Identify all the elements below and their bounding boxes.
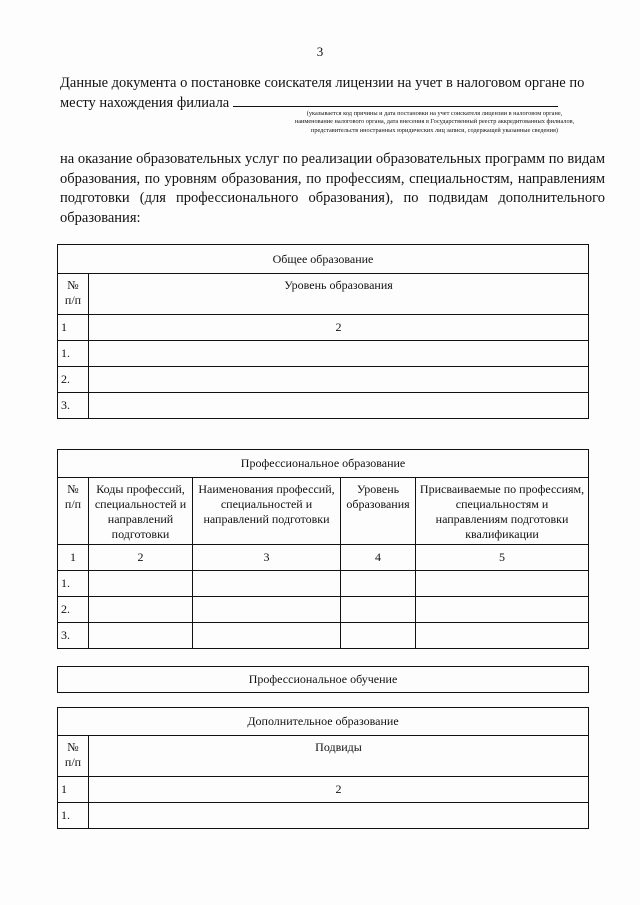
column-header-number: № п/п (58, 478, 89, 545)
level-cell (341, 623, 416, 649)
index-cell: 2 (89, 315, 589, 341)
codes-cell (89, 571, 193, 597)
column-header-names: Наименования профессий, специальностей и направлений подготовки (193, 478, 341, 545)
index-cell: 1 (58, 315, 89, 341)
level-cell (89, 367, 589, 393)
professional-education-table (57, 449, 589, 649)
codes-cell (89, 623, 193, 649)
additional-education-table (57, 707, 589, 829)
index-cell: 1 (58, 545, 89, 571)
page-number: 3 (316, 44, 324, 59)
purpose-paragraph: на оказание образовательных услуг по реализации образовательных программ по видам образования, по уровням образования, по профессиям, специальностям, направлениям подготовки (для профессионального образования), по подвидам дополнительного образования: (60, 151, 605, 226)
qualifications-cell (416, 597, 589, 623)
names-cell (193, 571, 341, 597)
qualifications-cell (416, 623, 589, 649)
level-cell (341, 597, 416, 623)
intro-paragraph (60, 74, 605, 113)
names-cell (193, 597, 341, 623)
index-cell: 4 (341, 545, 416, 571)
row-number: 1. (58, 803, 89, 829)
row-number: 1. (58, 341, 89, 367)
column-header-codes: Коды профессий, специальностей и направлений подготовки (89, 478, 193, 545)
index-cell: 2 (89, 777, 589, 803)
hint-line: наименование налогового органа, дата внесения в Государственный реестр аккредитованных филиалов, (294, 118, 575, 126)
general-education-table (57, 244, 589, 419)
index-cell: 3 (193, 545, 341, 571)
row-number: 2. (58, 367, 89, 393)
column-header-number: № п/п (58, 736, 89, 777)
intro-text: Данные документа о постановке соискателя лицензии на учет в налоговом органе по месту нахождения филиала (60, 75, 585, 111)
branch-data-blank (233, 93, 558, 107)
hint-line: представительств иностранных юридических лиц записи, содержащей указанные сведения) (310, 126, 559, 134)
table-title: Дополнительное образование (58, 708, 589, 736)
column-header-number: № п/п (58, 274, 89, 315)
index-cell: 1 (58, 777, 89, 803)
row-number: 3. (58, 623, 89, 649)
level-cell (341, 571, 416, 597)
level-cell (89, 341, 589, 367)
index-cell: 5 (416, 545, 589, 571)
names-cell (193, 623, 341, 649)
hint-line: (указывается код причины и дата постановки на учет соискателя лицензии в налоговом органе, (306, 110, 563, 117)
column-header-level: Уровень образования (341, 478, 416, 545)
subtype-cell (89, 803, 589, 829)
row-number: 3. (58, 393, 89, 419)
table-title: Общее образование (58, 245, 589, 274)
column-header-qualifications: Присваиваемые по профессиям, специальностям и направлениям подготовки квалификации (416, 478, 589, 545)
table-title: Профессиональное обучение (58, 667, 589, 693)
table-title: Профессиональное образование (58, 450, 589, 478)
professional-training-table (57, 666, 589, 693)
index-cell: 2 (89, 545, 193, 571)
column-header-level: Уровень образования (89, 274, 589, 315)
row-number: 1. (58, 571, 89, 597)
codes-cell (89, 597, 193, 623)
row-number: 2. (58, 597, 89, 623)
intro-hint (262, 110, 607, 135)
level-cell (89, 393, 589, 419)
qualifications-cell (416, 571, 589, 597)
column-header-subtypes: Подвиды (89, 736, 589, 777)
